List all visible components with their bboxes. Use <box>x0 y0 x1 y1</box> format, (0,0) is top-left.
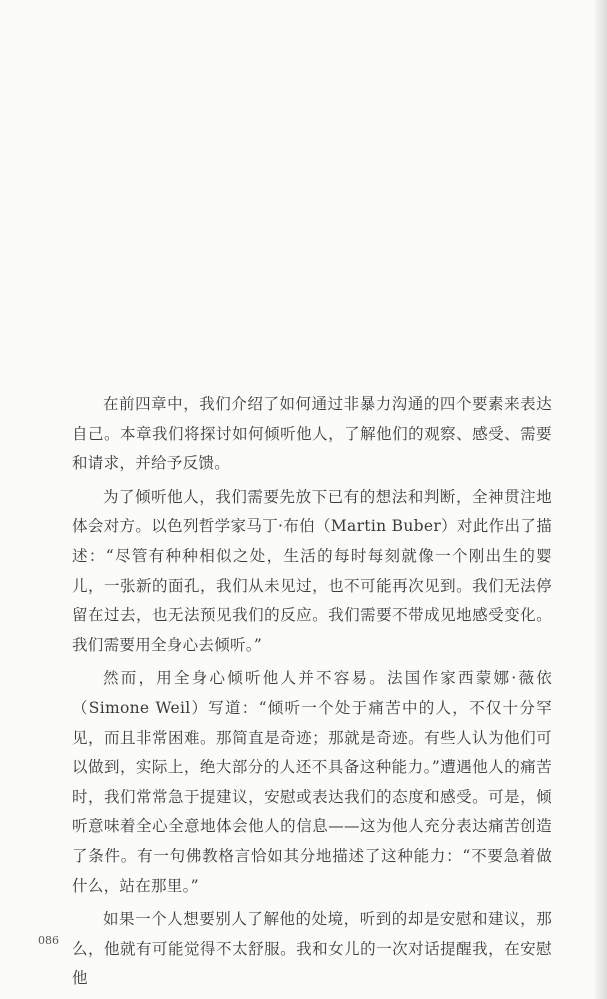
paragraph-3: 然而，用全身心倾听他人并不容易。法国作家西蒙娜·薇依（Simone Weil）写道：“倾听一个处于痛苦中的人，不仅十分罕见，而且非常困难。那简直是奇迹；那就是奇迹。有些人认为他们可以做到，实际上，绝大部分的人还不具备这种能力。”遭遇他人的痛苦时，我们常常急于提建议，安慰或表达我们的态度和感受。可是，倾听意味着全心全意地体会他人的信息——这为他人充分表达痛苦创造了条件。有一句佛教格言恰如其分地描述了这种能力：“不要急着做什么，站在那里。” <box>72 669 552 895</box>
body-text <box>72 390 552 998</box>
paragraph-2: 为了倾听他人，我们需要先放下已有的想法和判断，全神贯注地体会对方。以色列哲学家马丁·布伯（Martin Buber）对此作出了描述：“尽管有种种相似之处，生活的每时每刻就像一个刚出生的婴儿，一张新的面孔，我们从未见过，也不可能再次见到。我们无法停留在过去，也无法预见我们的反应。我们需要不带成见地感受变化。我们需要用全身心去倾听。” <box>72 487 552 654</box>
page-edge-shadow <box>593 0 607 999</box>
paragraph-1: 在前四章中，我们介绍了如何通过非暴力沟通的四个要素来表达自己。本章我们将探讨如何倾听他人，了解他们的观察、感受、需要和请求，并给予反馈。 <box>72 395 552 473</box>
page-number: 086 <box>38 934 59 947</box>
paragraph-4: 如果一个人想要别人了解他的处境，听到的却是安慰和建议，那么，他就有可能觉得不太舒服。我和女儿的一次对话提醒我，在安慰他 <box>72 910 552 988</box>
